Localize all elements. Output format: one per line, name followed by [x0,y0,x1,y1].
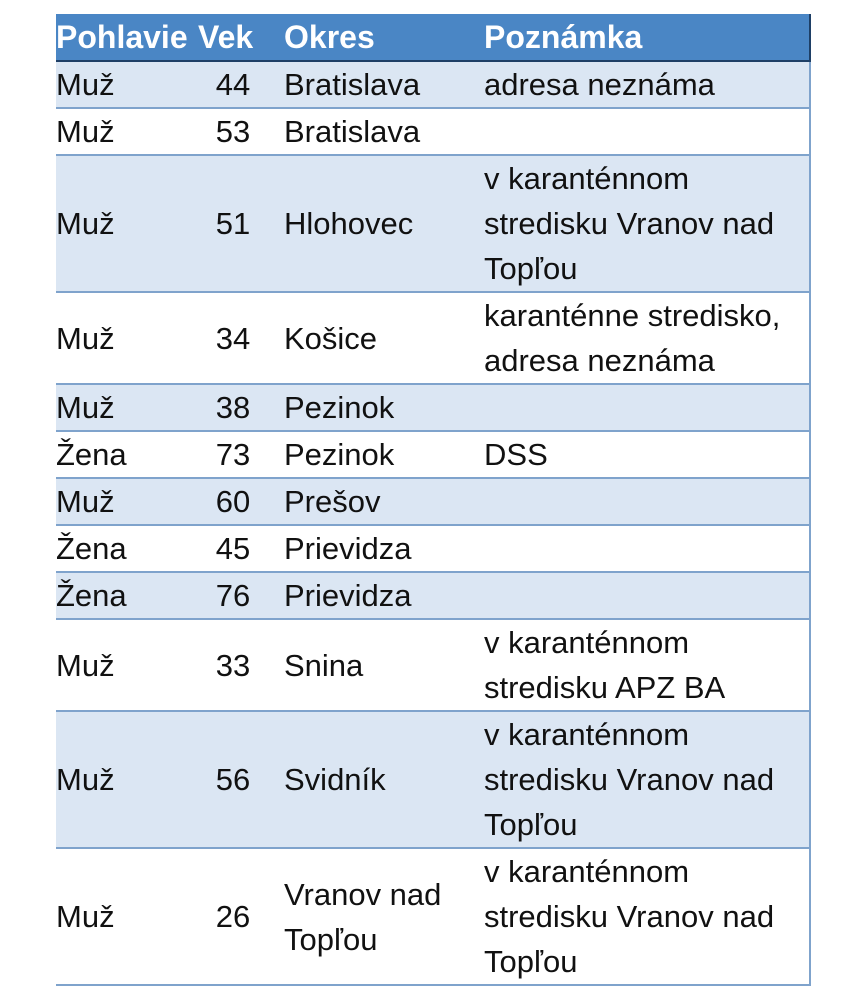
cell-age: 60 [198,478,284,525]
cell-age: 44 [198,61,284,108]
cell-district: Svidník [284,711,476,848]
cell-note: adresa neznáma [476,61,810,108]
cell-sex: Muž [56,61,198,108]
cell-note: DSS [476,431,810,478]
cell-sex: Muž [56,711,198,848]
cell-sex: Muž [56,478,198,525]
cell-age: 56 [198,711,284,848]
cell-sex: Žena [56,431,198,478]
header-district: Okres [284,14,476,61]
cell-sex: Žena [56,525,198,572]
cell-district: Hlohovec [284,155,476,292]
cell-sex: Muž [56,155,198,292]
table-row [56,572,810,619]
cell-note: karanténne stredisko, adresa neznáma [476,292,810,384]
cell-sex: Muž [56,108,198,155]
cell-age: 38 [198,384,284,431]
cases-table [56,14,811,986]
table-row [56,619,810,711]
cell-sex: Muž [56,619,198,711]
cell-note [476,572,810,619]
header-note: Poznámka [476,14,810,61]
table-row [56,848,810,985]
table-row [56,384,810,431]
cell-note: v karanténnom stredisku Vranov nad Topľou [476,155,810,292]
cell-note [476,525,810,572]
cell-age: 76 [198,572,284,619]
cell-age: 73 [198,431,284,478]
cell-note [476,108,810,155]
cell-sex: Muž [56,384,198,431]
cell-sex: Muž [56,848,198,985]
cell-note: v karanténnom stredisku APZ BA [476,619,810,711]
table-row [56,108,810,155]
cell-note: v karanténnom stredisku Vranov nad Topľou [476,848,810,985]
cell-age: 51 [198,155,284,292]
cell-note: v karanténnom stredisku Vranov nad Topľou [476,711,810,848]
table-row [56,525,810,572]
table-row [56,431,810,478]
cell-district: Košice [284,292,476,384]
cell-district: Bratislava [284,108,476,155]
cell-sex: Muž [56,292,198,384]
header-sex: Pohlavie [56,14,198,61]
header-row [56,14,810,61]
cell-district: Pezinok [284,431,476,478]
cell-district: Bratislava [284,61,476,108]
table-row [56,61,810,108]
cell-note [476,384,810,431]
cell-age: 53 [198,108,284,155]
cell-district: Snina [284,619,476,711]
cell-district: Prievidza [284,572,476,619]
cell-district: Prievidza [284,525,476,572]
cell-age: 45 [198,525,284,572]
header-age: Vek [198,14,284,61]
cases-table-container [56,14,810,986]
table-body [56,61,810,985]
table-row [56,155,810,292]
table-row [56,711,810,848]
cell-age: 26 [198,848,284,985]
cell-sex: Žena [56,572,198,619]
table-header [56,14,810,61]
cell-district: Prešov [284,478,476,525]
table-row [56,478,810,525]
cell-age: 34 [198,292,284,384]
cell-district: Vranov nad Topľou [284,848,476,985]
cell-note [476,478,810,525]
cell-age: 33 [198,619,284,711]
table-row [56,292,810,384]
cell-district: Pezinok [284,384,476,431]
